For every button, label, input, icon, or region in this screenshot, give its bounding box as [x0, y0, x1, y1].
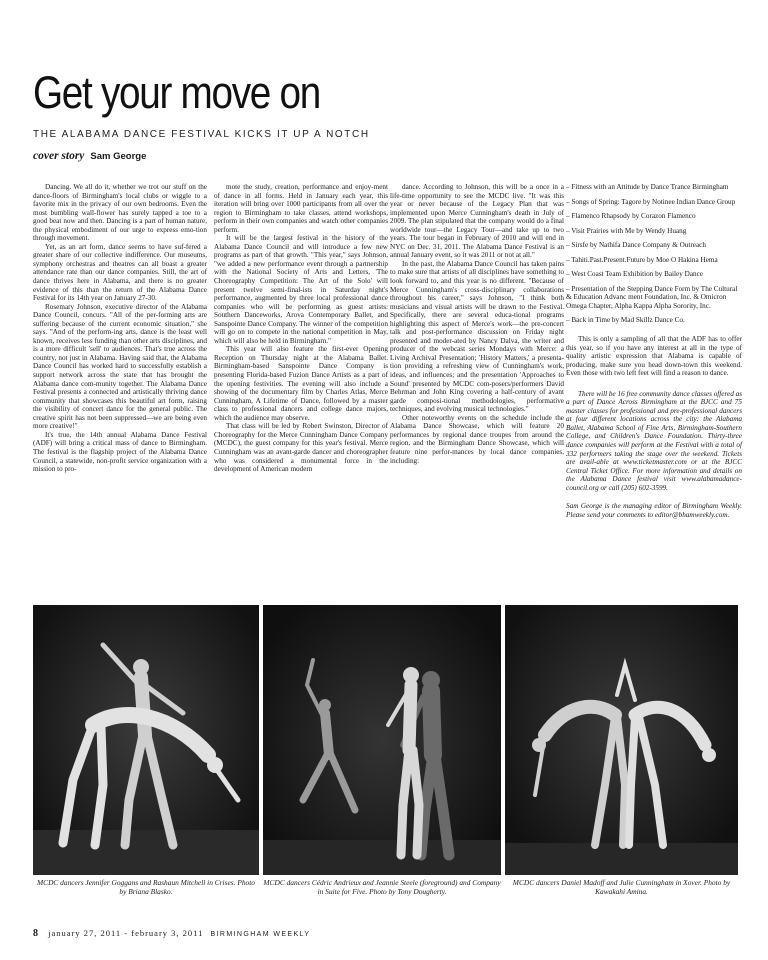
- list-item: – West Coast Team Exhibition by Bailey Dance: [566, 270, 703, 279]
- photo-dancers-crises: [33, 605, 259, 875]
- page-number: 8: [33, 928, 39, 939]
- paragraph: mote the study, creation, performance and enjoy-ment of dance in all forms. Held in January each year, this iteration will bring over 1000 participants from all over the region to Birmingham to take classes, attend workshops, perform in their own companies and watch other companies perform.: [214, 183, 388, 234]
- paragraph: This is only a sampling of all that the ADF has to offer this year, so if you have any interest at all in the type of quality artistic expression that Alabama is capable of producing, make sure you head down-town this weekend. Even those with two left feet will find a reason to dance.: [566, 335, 742, 378]
- paragraph: Other noteworthy events on the schedule include the Alabama Dance Showcase, which will feature 20 performances by regional dance troupes from around the region, and the Birmingham Dance Showcase, which will feature nine perfor-mances by local dance companies, including:: [390, 413, 564, 465]
- photo-dancers-xover: [505, 605, 738, 875]
- paragraph: It's true, the 14th annual Alabama Dance Festival (ADF) will bring a critical mass of dance to Birmingham. The festival is the flagship project of the Alabama Dance Council, a statewide, non-profit service organization with a mission to pro-: [33, 430, 207, 474]
- paragraph: This year will also feature the first-ever Opening Reception on Thursday night at the Alabama Ballet. Birmingham-based Sanspointe Dance Company is presenting Florida-based Fuzion Dance Artists as a part of the opening festivities. The evening will also include a showing of the documentary film by Charles Atlas, Merce Cunningham, A Lifetime of Dance, followed by a master class to professional dancers and college dance majors, which the audience may observe.: [214, 345, 388, 422]
- showcase-list: [566, 183, 742, 325]
- list-item: – Visit Prairies with Me by Wendy Huang: [566, 226, 687, 235]
- byline: [33, 146, 146, 164]
- list-item: – Presentation of the Stepping Dance Form by The Cultural & Education Advanc ment Foundation, Inc. & Omicron Omega Chapter, Alpha Kappa Alpha Sorority, Inc.: [566, 284, 738, 310]
- paragraph: dance. According to Johnson, this will be a once in a life-time opportunity to see the MCDC live. "It was this year or never because of the Legacy Plan that was implemented upon Merce Cunningham's death in July of 2009. The plan stipulated that the company would do a final worldwide tour—the Legacy Tour—and take up to two years. The tour began in February of 2010 and will end in NYC on Dec. 31, 2011. The Alabama Dance Festival is an annual January event, so it was 2011 or not at all.": [390, 183, 564, 260]
- paragraph: That class will be led by Robert Swinston, Director of Choreography for the Merce Cunningham Dance Company (MCDC), the guest company for this year's festival. Merce Cunningham was an avant-garde dancer and choreographer who was considered a monumental force in the development of American modern: [214, 422, 388, 474]
- paragraph: Yet, as an art form, dance seems to have suf-fered a greater share of our collective indifference. Our museums, symphony orchestras and theatres can all boast a greater attendance rate than our dance companies. Still, the art of dance thrives here in Alabama, and there is no greater evidence of this than the return of the Alabama Dance Festival for its 14th year on January 27-30.: [33, 242, 207, 303]
- list-item: – Flamenco Rhapsody by Corazon Flamenco: [566, 212, 696, 221]
- paragraph: Dancing. We all do it, whether we trot our stuff on the dance-floors of Birmingham's local clubs or wiggle to a favorite mix in the privacy of our own bedrooms. Even the most bumbling wall-flower has surely tapped a toe to a good beat now and then. Dancing is a part of human nature, the physical embodiment of our urge to express emo-tion through movement.: [33, 183, 207, 243]
- article-column-1: [33, 183, 207, 474]
- list-item: – Songs of Spring: Tagore by Notinee Indian Dance Group: [566, 197, 736, 206]
- page-footer: [33, 928, 310, 939]
- publication-name: BIRMINGHAM WEEKLY: [210, 931, 311, 938]
- byline-author: Sam George: [90, 151, 147, 162]
- list-item: – Sirsfe by Nathifa Dance Company & Outreach: [566, 241, 706, 250]
- author-bio: Sam George is the managing editor of Birmingham Weekly. Please send your comments to editor@bhamweekly.com.: [566, 502, 742, 519]
- photo-caption: MCDC dancers Daniel Madoff and Julie Cunningham in Xover. Photo by Kawakahi Amina.: [512, 878, 731, 896]
- photo-caption: MCDC dancers Jennifer Goggans and Rashaun Mitchell in Crises. Photo by Briana Blasko.: [36, 878, 255, 896]
- photo-caption: MCDC dancers Cédric Andrieux and Jeannie Steele (foreground) and Company in Suite for Five. Photo by Tony Dougherty.: [263, 878, 501, 896]
- list-item: – Fitness with an Attitude by Dance Trance Birmingham: [566, 183, 729, 191]
- paragraph: Rosemary Johnson, executive director of the Alabama Dance Council, concurs. "All of the per-forming arts are suffering because of the current economic situation," she says. "And of the perform-ing arts, dance is the least well known, receives less funding than other arts disciplines, and is a more difficult 'sell' to audiences. That's true across the country, not just in Alabama. Having said that, the Alabama Dance Council has worked hard to successfully establish a support network across the state that has brought the Alabama dance com-munity together. The Alabama Dance Festival presents a connected and artistically thriving dance community that showcases this beautiful art form, raising the visibility of concert dance for the general public. The creative spirit has not been suppressed—we are being even more creative!": [33, 302, 207, 431]
- info-box: There will be 16 free community dance classes offered as a part of Dance Across Birmingham at the BJCC and 75 master classes for professional and pre-professional dancers at four different locations across the city: the Alabama Ballet, Alabama School of Fine Arts, Birmingham-Southern College, and Children's Dance Foundation. Thirty-three dance companies will perform at the Festival with a total of 332 performers taking the stage over the weekend. Tickets are avail-able at www.ticketmaster.com or at the BJCC Central Ticket Office. For more information and details on the Alabama Dance festival visit www.alabamadance-council.org or call (205) 602-3599.: [566, 389, 742, 492]
- article-column-4: [566, 183, 742, 519]
- list-item: – Back in Time by Mad Skillz Dance Co.: [566, 316, 685, 325]
- paragraph: In the past, the Alabama Dance Council has taken pains to make sure that artists of all disciplines have something to look forward to, and this year is no different. "Because of Merce Cunningham's cross-disciplinary collaborations throughout his career," says Johnson, "I think both musicians and visual artists will be drawn to the Festival. Specifically, there are several educa-tional programs highlighting this aspect of Merce's work—the pre-concert talk and post-performance discussion on Friday night presented and moder-ated by Nancy Dalva, the writer and producer of the webcast series Mondays with Merce: a Living Archival Presentation; 'History Matters,' a presenta-tion providing a refreshing view of Cunningham's work, ideas, and influences; and the presentation 'Approaches to Sound' presented by MCDC com-posers/performers David Behrman and John King covering a half-century of avant garde composi-tional methodologies, performative techniques, and evolving musical technologies.": [390, 259, 564, 414]
- article-column-2: [214, 183, 388, 474]
- issue-dates: january 27, 2011 - february 3, 2011: [48, 928, 204, 938]
- list-item: – Tahiti.Past.Present.Future by Moe O Hakina Hema: [566, 255, 718, 264]
- article-column-3: [390, 183, 564, 465]
- paragraph: It will be the largest festival in the history of the Alabama Dance Council and will introduce a few new programs as part of that growth. "This year," says Johnson, "we added a new performance event through a partnership with the National Society of Arts and Letters, 'The Choreography Competition: The Art of the Solo' will present twelve semi-final-ists in Saturday night's performance, augmented by three local professional dance companies who will be performing as guest artists: Southern Danceworks, Arova Contemporary Ballet, and Sanspointe Dance Company. The winner of the competition will go on to compete in the national competition in May, which will also be held in Birmingham.": [214, 234, 388, 345]
- photo-dancers-suite-for-five: [263, 605, 501, 875]
- byline-kicker: cover story: [33, 150, 85, 162]
- headline: Get your move on: [33, 67, 320, 118]
- deck-subtitle: THE ALABAMA DANCE FESTIVAL KICKS IT UP A NOTCH: [33, 129, 370, 140]
